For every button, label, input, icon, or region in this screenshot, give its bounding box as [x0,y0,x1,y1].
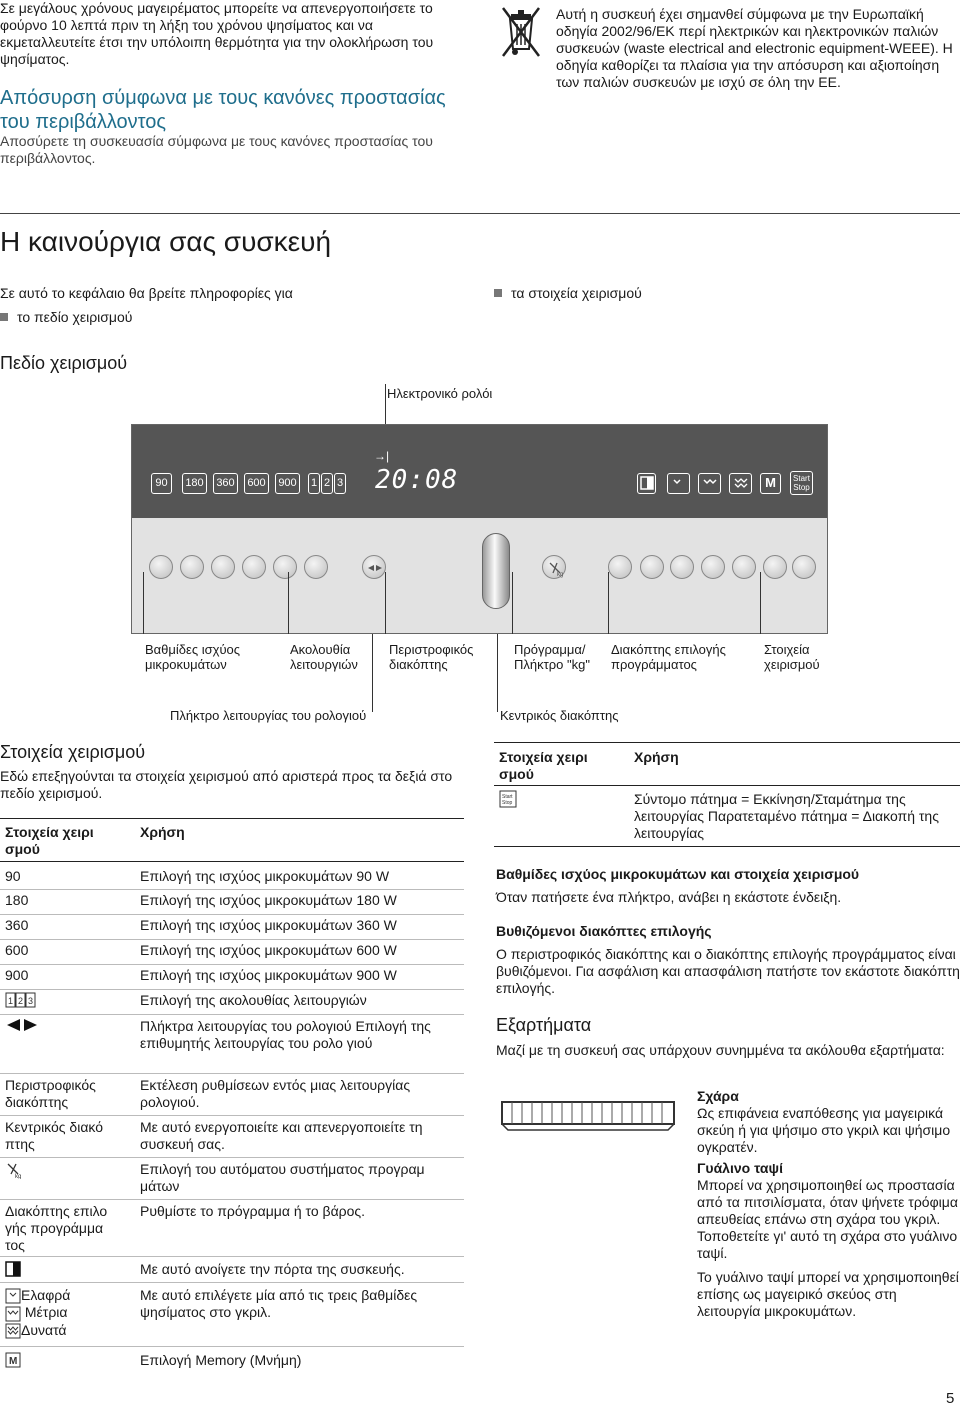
callout-clock-key: Πλήκτρο λειτουργίας του ρολογιού [170,708,367,723]
tray-title: Γυάλινο ταψί [697,1160,783,1176]
power-key-90[interactable]: 90 [151,473,172,494]
svg-text:1: 1 [8,996,14,1006]
sequence-keys-icon [5,992,37,1008]
timer-end-icon: →| [374,449,390,463]
stop-label: Stop [793,483,810,492]
power-level-button-1[interactable] [149,555,173,579]
memory-icon [5,1352,21,1368]
sunken-heading: Βυθιζόμενοι διακόπτες επιλογής [496,923,712,939]
callout-line [760,572,761,634]
grill-strong-key[interactable] [729,473,752,494]
power-level-button-2[interactable] [180,555,204,579]
callout-controls: Στοιχεία χειρισμού [764,642,820,672]
power-level-button-5[interactable] [273,555,297,579]
rack-text: Ως επιφάνεια εναπόθεσης για μαγειρικά σκεύη ή για ψήσιμο στο γκριλ και ψήσιμο ογκρατέν. [697,1105,951,1155]
header-col2: Χρήση [634,749,679,765]
bullet-icon [0,313,8,321]
callout-line [372,634,373,712]
start-label: Start [793,474,810,483]
program-selector-button[interactable] [608,555,632,579]
grill-light-icon [671,476,687,490]
grill-medium-icon [5,1306,21,1322]
tray-text-2: Το γυάλινο ταψί μπορεί να χρησιμοποιηθεί επίσης ως μαγειρικό σκεύος στη λειτουργία μικροκυμάτων. [697,1269,959,1319]
intro-paragraph: Σε μεγάλους χρόνους μαγειρέματος μπορείτε να απενεργοποιήσετε το φούρνο 10 λεπτά πριν τη λήξη του χρόνου ψησίματος και να εκμεταλλευτείτε έτσι την υπόλοιπη θερμότητα για την ολοκλήρωση του ψησίματος. [0,0,434,67]
callout-line [288,572,289,634]
panel-heading: Πεδίο χειρισμού [0,353,128,373]
grill-strong-icon [733,476,749,490]
power-level-button-3[interactable] [211,555,235,579]
header-col1: Στοιχεία χειρι σμού [499,749,588,782]
clock-arrows-icon [363,556,387,580]
accessories-heading: Εξαρτήματα [496,1015,592,1035]
grill-strong-row: Δυνατά [5,1322,125,1339]
bullet-controls [494,285,642,302]
start-stop-table [494,741,960,861]
sequence-key-2[interactable]: 2 [321,473,333,494]
controls-intro: Εδώ επεξηγούνται τα στοιχεία χειρισμού από αριστερά προς τα δεξιά στο πεδίο χειρισμού. [0,768,453,801]
grill-rack-image [498,1094,678,1134]
clock-label: Ηλεκτρονικό ρολόι [387,386,493,401]
clock-display: 20:08 [375,465,459,495]
grill-strong-icon [5,1323,21,1339]
panel-button-7[interactable] [640,555,664,579]
kg-label: kg [557,572,564,578]
panel-display-strip [132,425,827,518]
memory-key[interactable]: M [760,473,781,494]
sunken-text: Ο περιστροφικός διακόπτης και ο διακόπτης επιλογής προγράμματος είναι βυθιζόμενοι. Για ασφάλιση και απασφάλιση πατήστε τον εκάστοτε διακόπτη επιλογής. [496,946,960,996]
door-icon [5,1261,21,1277]
grill-medium-row: Μέτρια [5,1304,125,1321]
callout-line [512,572,513,634]
callout-sequence: Ακολουθία λειτουργιών [290,642,358,672]
callout-line [497,634,498,712]
sequence-key-1[interactable]: 1 [308,473,320,494]
callout-line [143,572,144,634]
weee-bin-icon [497,4,545,62]
callout-rotary: Περιστροφικός διακόπτης [389,642,474,672]
svg-text:Start: Start [502,794,513,800]
sequence-key-3[interactable]: 3 [334,473,346,494]
grill-light-key[interactable] [667,473,690,494]
power-text: Όταν πατήσετε ένα πλήκτρο, ανάβει η εκάστοτε ένδειξη. [496,889,842,905]
bullet-control-panel [0,309,132,326]
weee-text: Αυτή η συσκευή έχει σημανθεί σύμφωνα με την Ευρωπαϊκή οδηγία 2002/96/ΕΚ περί ηλεκτρικών και ηλεκτρονικών παλιών συσκευών (waste electrical and electronic equipment-WEEE). Η οδηγία καθορίζει τα πλαίσια για την απόσυρση και αξιοποίηση των παλιών συσκευών με ισχύ σε όλη την ΕΕ. [556,6,953,90]
auto-program-icon [543,556,567,580]
power-key-900[interactable]: 900 [275,473,300,494]
power-heading: Βαθμίδες ισχύος μικροκυμάτων και στοιχεία χειρισμού [496,866,860,882]
header-col1: Στοιχεία χειρι σμού [5,824,94,857]
callout-power-levels: Βαθμίδες ισχύος μικροκυμάτων [145,642,241,672]
bullet-label: το πεδίο χειρισμού [17,309,133,325]
start-stop-icon [499,790,517,813]
svg-text:2: 2 [18,996,24,1006]
control-panel [131,424,828,634]
svg-text:Stop: Stop [502,800,513,806]
svg-text:M: M [9,1356,18,1367]
panel-button-11[interactable] [763,555,787,579]
rack-title: Σχάρα [697,1088,739,1104]
callout-program: Πρόγραμμα/ Πλήκτρο "kg" [514,642,590,672]
program-kg-button[interactable] [542,555,566,579]
power-key-600[interactable]: 600 [244,473,269,494]
sequence-button[interactable] [304,555,328,579]
bullet-icon [494,289,502,297]
power-key-360[interactable]: 360 [213,473,238,494]
controls-table: Στοιχεία χειρι σμού Χρήση 90 Επιλογή της ισχύος μικροκυμάτων 90 W 180 Επιλογή της ισχύος μικροκυμάτων 180 W 360 Επιλογή της ισχύος μικροκυμάτων 360 W 600 Επιλογή της ισχύος μικροκυμάτων 600 W 900 Επιλογή της ισχύος μικροκυμάτων 900 W 1 2 3 Επιλογή της ακολουθίας λειτουργιών Πλήκτρα λειτουργίας του ρολογιού Επιλογή της επιθυμητής λειτουργίας του ρολο γιού Περιστροφικός διακόπτης Εκτέλεση ρυθμίσεων εντός μιας λειτουργίας ρολογιού. Κεντρικός διακό πτης Με αυτό ενεργοποιείτε και απενεργοποιείτε τη συσκευή σας. kg Επιλογή του αυτόματου συστήματος προγραμ μάτων Διακόπτης επιλο γής προγράμμα τος Ρυθμίστε το πρόγραμμα ή το βάρος. Με αυτό ανοίγετε την πόρτα της συσκευής. Ελαφρά Μέτρια Δυνατά Με αυτό επιλέγετε μία από τις τρεις βαθμίδες ψησίματος στο γκριλ. M Επιλογή Memory (Μνήμη) [0,816,464,1408]
page-number: 5 [946,1390,955,1407]
disposal-text: Αποσύρετε τη συσκευασία σύμφωνα με τους κανόνες προστασίας του περιβάλλοντος. [0,133,433,166]
svg-text:kg: kg [15,1174,22,1179]
section-intro: Σε αυτό το κεφάλαιο θα βρείτε πληροφορίες για [0,285,293,301]
callout-selector: Διακόπτης επιλογής προγράμματος [611,642,726,672]
bullet-label: τα στοιχεία χειρισμού [511,285,642,301]
disposal-heading: Απόσυρση σύμφωνα με τους κανόνες προστασίας του περιβάλλοντος [0,87,446,133]
grill-light-row: Ελαφρά [5,1287,125,1304]
start-stop-key[interactable] [790,471,813,495]
accessories-text: Μαζί με τη συσκευή σας υπάρχουν συνημμένα τα ακόλουθα εξαρτήματα: [496,1042,945,1058]
panel-button-12[interactable] [792,555,816,579]
door-open-key[interactable] [637,473,656,494]
callout-main-switch: Κεντρικός διακόπτης [500,708,619,723]
header-col2: Χρήση [140,824,185,840]
controls-heading: Στοιχεία χειρισμού [0,742,146,762]
clock-function-button[interactable] [362,555,386,579]
section-divider [0,213,960,214]
power-key-180[interactable]: 180 [182,473,207,494]
callout-line [608,572,609,634]
auto-program-icon [5,1161,23,1179]
clock-arrows-icon [5,1018,39,1032]
svg-text:3: 3 [28,996,34,1006]
start-stop-text: Σύντομο πάτημα = Εκκίνηση/Σταμάτημα της λειτουργίας Παρατεταμένο πάτημα = Διακοπή της λειτουργίας [634,791,939,841]
grill-light-icon [5,1288,21,1304]
callout-line [385,572,386,634]
tray-text: Μπορεί να χρησιμοποιηθεί ως προστασία από τα πιτσιλίσματα, όταν ψήνετε τρόφιμα απευθείας επάνω στη σχάρα του γκριλ. Τοποθετείτε γι' αυτό τη σχάρα στο γυάλινο ταψί. [697,1177,958,1261]
door-icon [640,476,654,490]
power-level-button-4[interactable] [242,555,266,579]
rotary-knob[interactable] [482,533,510,609]
grill-medium-icon [702,476,718,490]
panel-button-9[interactable] [701,555,725,579]
panel-button-10[interactable] [732,555,756,579]
section-title: Η καινούργια σας συσκευή [0,226,332,257]
panel-button-8[interactable] [670,555,694,579]
grill-medium-key[interactable] [698,473,721,494]
